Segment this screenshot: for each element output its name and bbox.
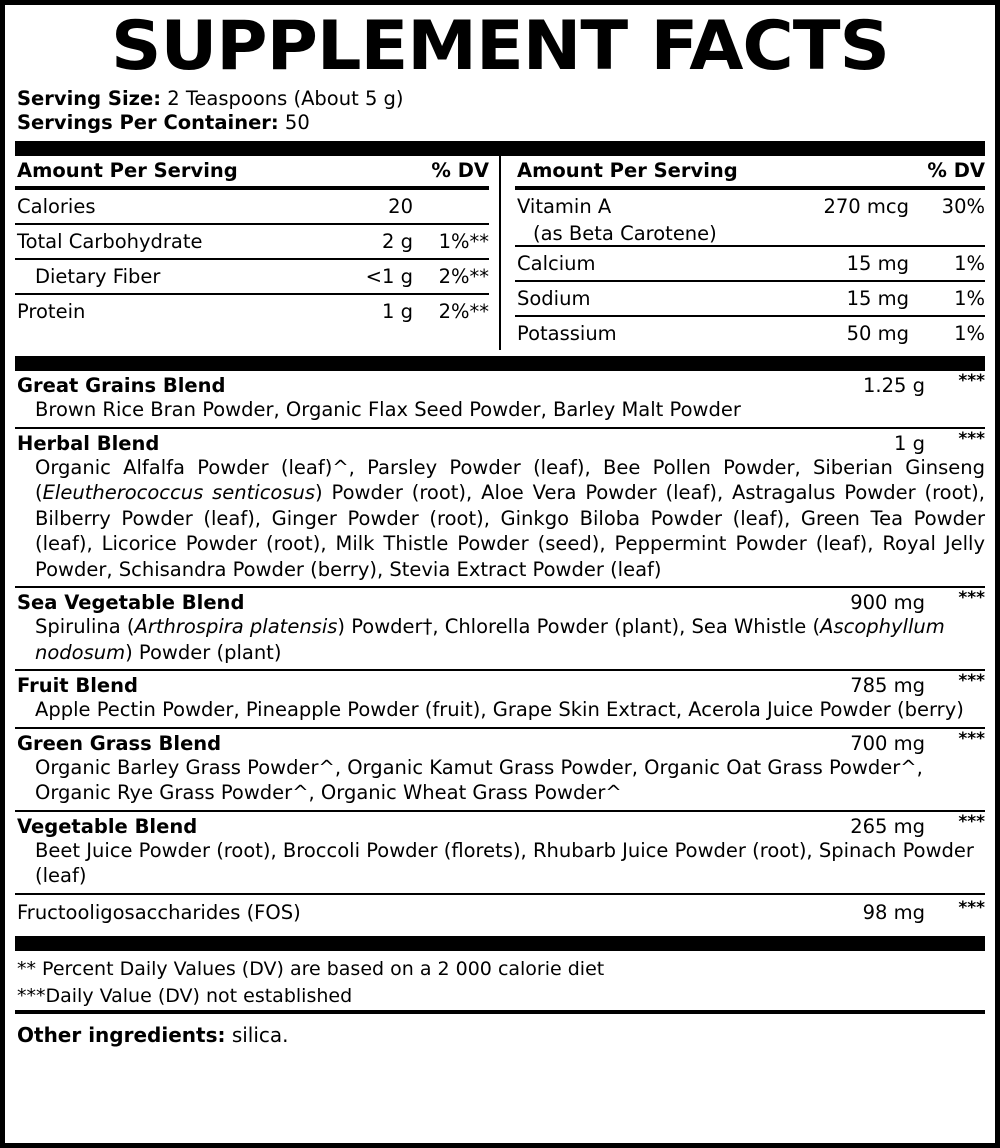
blend-list [15, 371, 985, 930]
nutrient-dv: 2%** [438, 265, 489, 288]
nutrient-amount: <1 g [365, 265, 413, 288]
blend-footnote-marker: *** [958, 811, 985, 832]
blend-row [15, 427, 985, 587]
table-row [515, 190, 985, 223]
blend-row [15, 727, 985, 810]
percent-dv-header-right: % DV [927, 159, 985, 182]
blend-ingredients: Organic Alfalfa Powder (leaf)^, Parsley Powder (leaf), Bee Pollen Powder, Siberian Ginseng (Eleutherococcus senticosus) Powder (root), Aloe Vera Powder (leaf), Astragalus Powder (root), Bilberry Powder (leaf), Ginger Powder (root), Ginkgo Biloba Powder (leaf), Green Tea Powder (leaf), Licorice Powder (root), Milk Thistle Powder (seed), Peppermint Powder (leaf), Royal Jelly Powder, Schisandra Powder (berry), Stevia Extract Powder (leaf) [35, 455, 985, 581]
ingredient-footnote-marker: *** [958, 897, 985, 918]
servings-per-container-value: 50 [284, 111, 310, 134]
footnote-dv-not-established: ***Daily Value (DV) not established [17, 984, 353, 1007]
blend-row [15, 371, 985, 427]
percent-dv-header-left: % DV [431, 159, 489, 182]
nutrient-name: Potassium [517, 322, 617, 345]
blend-amount: 700 mg [850, 731, 925, 755]
nutrient-name: Dietary Fiber [35, 265, 161, 288]
amount-per-serving-header-right: Amount Per Serving [517, 159, 738, 182]
servings-per-container-label: Servings Per Container: [17, 111, 279, 134]
footnotes [15, 951, 985, 1010]
blend-name: Vegetable Blend [17, 814, 198, 838]
divider-thick-top [15, 141, 985, 156]
blend-ingredients: Beet Juice Powder (root), Broccoli Powder (florets), Rhubarb Juice Powder (root), Spinach Powder (leaf) [35, 838, 974, 887]
blend-footnote-marker: *** [958, 588, 985, 608]
blend-footnote-marker: *** [958, 728, 985, 749]
nutrient-name: Vitamin A [517, 195, 612, 218]
blend-footnote-marker: *** [958, 671, 985, 691]
blend-name: Green Grass Blend [17, 731, 222, 755]
blend-amount: 900 mg [850, 591, 925, 614]
amount-per-serving-header-left: Amount Per Serving [17, 159, 238, 182]
nutrient-amount: 270 mcg [823, 195, 909, 218]
blend-ingredients: Brown Rice Bran Powder, Organic Flax Seed Powder, Barley Malt Powder [35, 398, 741, 421]
blend-footnote-marker: *** [958, 371, 985, 391]
page-title: SUPPLEMENT FACTS [111, 7, 889, 86]
ingredient-amount: 98 mg [862, 900, 925, 924]
table-row [515, 280, 985, 315]
blend-row [15, 586, 985, 669]
footnote-dv-basis: ** Percent Daily Values (DV) are based on a 2 000 calorie diet [17, 957, 605, 980]
nutrient-columns [15, 156, 985, 350]
servings-per-container-line [15, 111, 985, 135]
nutrient-name: Calories [17, 195, 96, 218]
nutrient-name: Total Carbohydrate [17, 230, 203, 253]
nutrient-name: Calcium [517, 252, 596, 275]
blend-amount: 785 mg [850, 674, 925, 697]
table-row [15, 258, 489, 293]
nutrient-dv: 2%** [438, 300, 489, 323]
nutrient-subnote: (as Beta Carotene) [533, 222, 717, 245]
nutrient-amount: 15 mg [846, 252, 909, 275]
blend-name: Herbal Blend [17, 431, 160, 455]
blend-amount: 265 mg [850, 814, 925, 838]
blend-ingredients: Organic Barley Grass Powder^, Organic Kamut Grass Powder, Organic Oat Grass Powder^, Organic Rye Grass Powder^, Organic Wheat Grass Powder^ [35, 755, 923, 804]
other-ingredients-label: Other ingredients: [17, 1022, 226, 1047]
blend-name: Fruit Blend [17, 674, 138, 697]
blend-name: Sea Vegetable Blend [17, 591, 245, 614]
table-row [15, 190, 489, 223]
blend-amount: 1.25 g [863, 374, 925, 397]
serving-size-line [15, 87, 985, 111]
column-header-left [15, 156, 489, 186]
blend-footnote-marker: *** [958, 428, 985, 449]
ingredient-name: Fructooligosaccharides (FOS) [17, 900, 301, 924]
nutrient-dv: 1%** [438, 230, 489, 253]
blend-row [15, 669, 985, 727]
serving-size-label: Serving Size: [17, 87, 162, 110]
blend-ingredients: Apple Pectin Powder, Pineapple Powder (fruit), Grape Skin Extract, Acerola Juice Powder (berry) [35, 698, 964, 721]
blend-name: Great Grains Blend [17, 374, 226, 397]
divider-thick-middle [15, 356, 985, 371]
nutrient-column-left [15, 156, 499, 350]
table-row [15, 293, 489, 328]
nutrient-amount: 20 [388, 195, 413, 218]
nutrient-amount: 1 g [382, 300, 413, 323]
nutrient-amount: 15 mg [846, 287, 909, 310]
blend-ingredients: Spirulina (Arthrospira platensis) Powder†, Chlorella Powder (plant), Sea Whistle (Ascophyllum nodosum) Powder (plant) [35, 615, 945, 664]
nutrient-name: Sodium [517, 287, 591, 310]
table-row [515, 245, 985, 280]
other-ingredients [15, 1014, 985, 1048]
nutrient-dv: 30% [941, 195, 985, 218]
serving-size-value: 2 Teaspoons (About 5 g) [167, 87, 404, 110]
nutrient-dv: 1% [954, 287, 985, 310]
nutrient-dv: 1% [954, 252, 985, 275]
other-ingredients-value: silica. [231, 1022, 289, 1047]
table-row [15, 223, 489, 258]
table-row [515, 315, 985, 350]
nutrient-amount: 50 mg [846, 322, 909, 345]
single-ingredient-row [15, 893, 985, 930]
column-header-right [515, 156, 985, 186]
divider-thick-bottom [15, 936, 985, 951]
blend-row [15, 810, 985, 893]
nutrient-amount: 2 g [382, 230, 413, 253]
nutrient-name: Protein [17, 300, 86, 323]
blend-amount: 1 g [894, 431, 925, 455]
nutrient-dv: 1% [954, 322, 985, 345]
nutrient-column-right [501, 156, 985, 350]
